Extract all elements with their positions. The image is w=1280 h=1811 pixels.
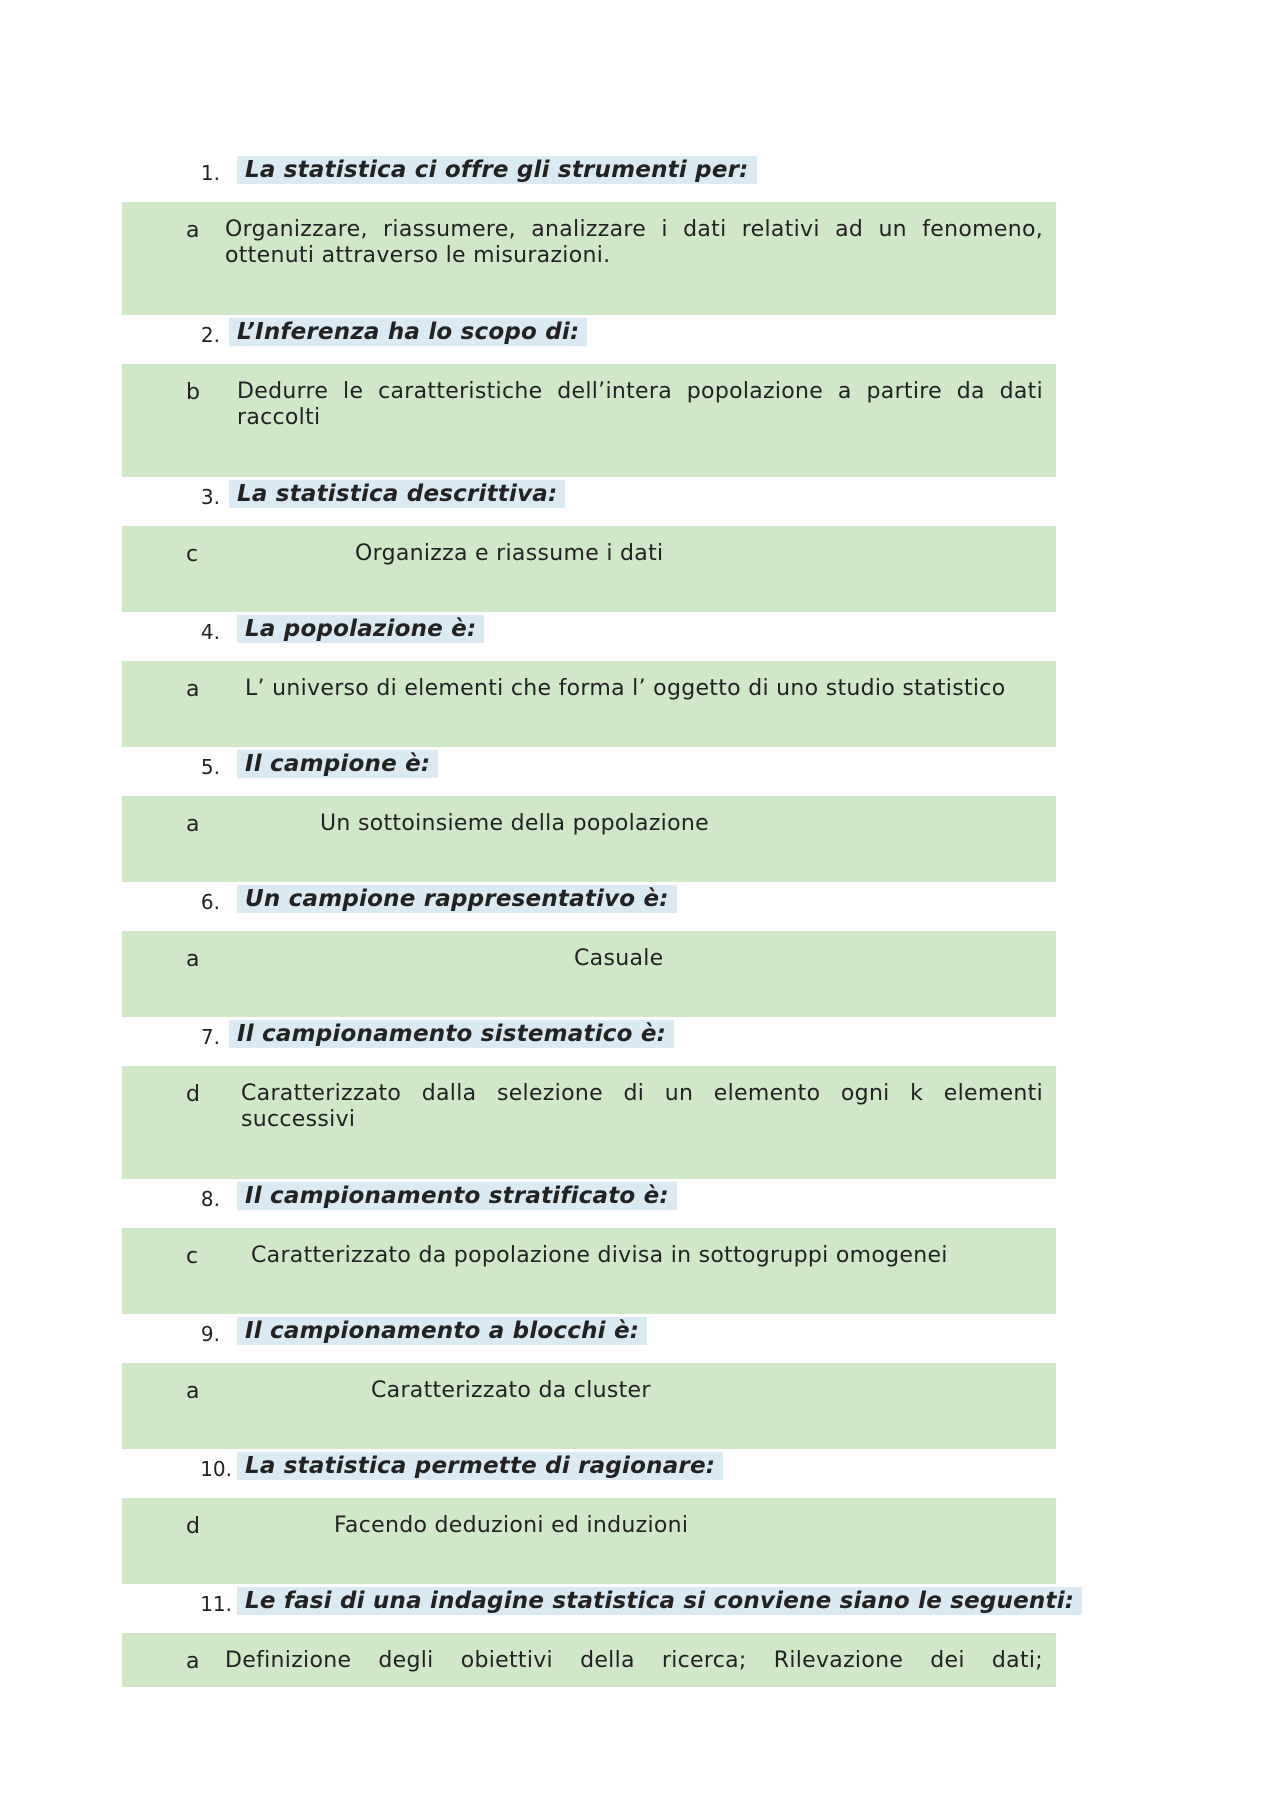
question-3	[0, 475, 1280, 515]
question-text: La statistica permette di ragionare:	[237, 1452, 723, 1480]
question-9	[0, 1312, 1280, 1352]
answer-letter: a	[186, 1379, 200, 1404]
question-number: 9.	[200, 1322, 220, 1346]
answer-11	[122, 1633, 1056, 1687]
question-6	[0, 880, 1280, 920]
question-10	[0, 1447, 1280, 1487]
question-text: Un campione rappresentativo è:	[237, 885, 677, 913]
answer-letter: a	[186, 218, 200, 243]
question-text: Il campionamento a blocchi è:	[237, 1317, 647, 1345]
answer-text: Definizione degli obiettivi della ricerca; Rilevazione dei dati;	[225, 1648, 1043, 1673]
answer-text: Caratterizzato da cluster	[371, 1378, 651, 1403]
question-text: L’Inferenza ha lo scopo di:	[229, 318, 587, 346]
answer-letter: a	[186, 677, 200, 702]
answer-text: Caratterizzato dalla selezione di un elemento ogni k elementi successivi	[241, 1081, 1043, 1132]
answer-letter: c	[186, 1244, 199, 1269]
question-text: La popolazione è:	[237, 615, 484, 643]
question-number: 6.	[200, 890, 220, 914]
question-text: Il campionamento stratificato è:	[237, 1182, 677, 1210]
question-number: 4.	[200, 620, 220, 644]
answer-6	[122, 931, 1056, 1017]
question-number: 7.	[200, 1025, 220, 1049]
question-number: 1.	[200, 161, 220, 185]
question-1	[0, 151, 1280, 191]
question-2	[0, 313, 1280, 353]
question-text: La statistica ci offre gli strumenti per:	[237, 156, 757, 184]
answer-9	[122, 1363, 1056, 1449]
answer-letter: c	[186, 542, 199, 567]
answer-text: Dedurre le caratteristiche dell’intera popolazione a partire da dati raccolti	[237, 379, 1043, 430]
question-4	[0, 610, 1280, 650]
question-number: 2.	[200, 323, 220, 347]
question-text: Le fasi di una indagine statistica si conviene siano le seguenti:	[237, 1587, 1082, 1615]
answer-text: Caratterizzato da popolazione divisa in sottogruppi omogenei	[251, 1243, 948, 1268]
answer-letter: a	[186, 1649, 200, 1674]
answer-4	[122, 661, 1056, 747]
answer-letter: a	[186, 947, 200, 972]
answer-letter: d	[186, 1082, 200, 1107]
answer-7	[122, 1066, 1056, 1179]
question-number: 5.	[200, 755, 220, 779]
answer-8	[122, 1228, 1056, 1314]
question-text: La statistica descrittiva:	[229, 480, 565, 508]
answer-letter: b	[186, 380, 200, 405]
answer-letter: d	[186, 1514, 200, 1539]
question-number: 11.	[200, 1592, 232, 1616]
question-8	[0, 1177, 1280, 1217]
question-7	[0, 1015, 1280, 1055]
answer-letter: a	[186, 812, 200, 837]
question-text: Il campione è:	[237, 750, 438, 778]
answer-text: L’ universo di elementi che forma l’ oggetto di uno studio statistico	[245, 676, 1006, 701]
answer-3	[122, 526, 1056, 612]
answer-text: Un sottoinsieme della popolazione	[320, 811, 709, 836]
answer-2	[122, 364, 1056, 477]
question-11	[0, 1582, 1280, 1622]
answer-5	[122, 796, 1056, 882]
answer-10	[122, 1498, 1056, 1584]
question-text: Il campionamento sistematico è:	[229, 1020, 674, 1048]
answer-text: Facendo deduzioni ed induzioni	[334, 1513, 689, 1538]
question-number: 8.	[200, 1187, 220, 1211]
question-number: 10.	[200, 1457, 232, 1481]
question-5	[0, 745, 1280, 785]
answer-text: Organizzare, riassumere, analizzare i dati relativi ad un fenomeno, ottenuti attraverso le misurazioni.	[225, 217, 1043, 268]
question-number: 3.	[200, 485, 220, 509]
answer-1	[122, 202, 1056, 315]
answer-text: Organizza e riassume i dati	[355, 541, 664, 566]
answer-text: Casuale	[574, 946, 664, 971]
